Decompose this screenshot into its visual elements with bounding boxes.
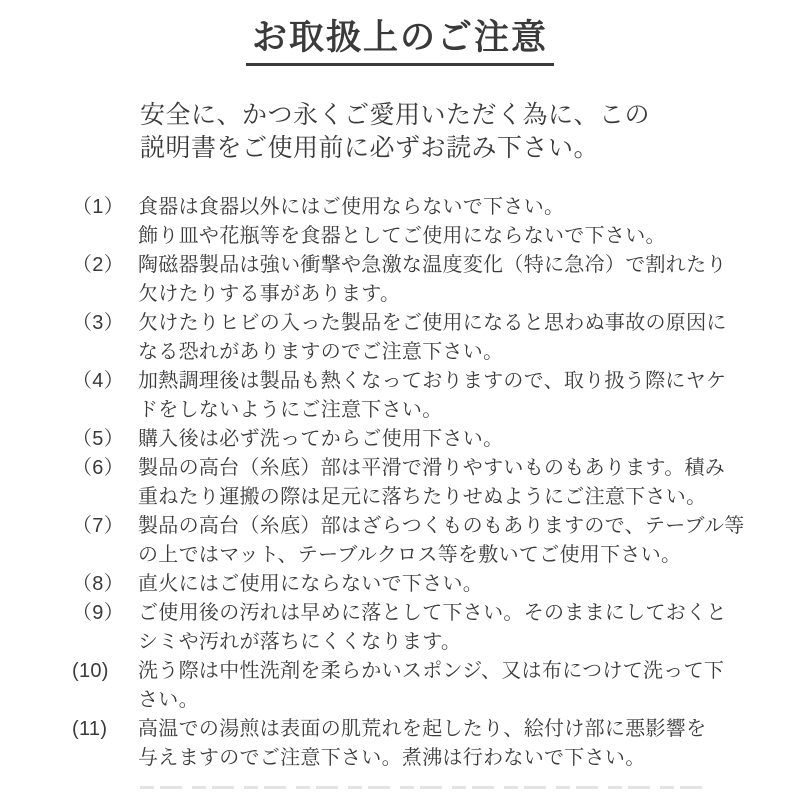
item-text: 陶磁器製品は強い衝撃や急激な温度変化（特に急冷）で割れたり 欠けたりする事があります。 (138, 253, 727, 305)
page-title: お取扱上のご注意 (246, 19, 554, 66)
item-text: 製品の高台（糸底）部は平滑で滑りやすいものもあります。積み 重ねたり運搬の際は足元に落ちたりせぬようにご注意下さい。 (138, 456, 726, 508)
item-text: 直火にはご使用にならないで下さい。 (138, 572, 484, 595)
list-item (0, 599, 800, 657)
item-text: ご使用後の汚れは早めに落として下さい。そのままにしておくと シミや汚れが落ちにくくなります。 (138, 601, 727, 653)
item-number: （3） (72, 311, 125, 334)
list-item (0, 454, 800, 512)
list-item (0, 715, 800, 773)
item-number: （5） (72, 427, 125, 450)
item-text: 食器は食器以外にはご使用ならないで下さい。 飾り皿や花瓶等を食器としてご使用にならないで下さい。 (138, 195, 666, 247)
item-number: （9） (72, 601, 125, 624)
item-number: （1） (72, 195, 125, 218)
title-container (0, 19, 800, 66)
item-number: （2） (72, 253, 125, 276)
intro-line-2: 説明書をご使用前に必ずお読み下さい。 (140, 133, 600, 162)
cropped-next-line-sliver (140, 786, 705, 789)
list-item (0, 512, 800, 570)
list-item (0, 251, 800, 309)
list-item (0, 367, 800, 425)
item-number: （8） (72, 572, 125, 595)
list-item (0, 570, 800, 599)
item-text: 購入後は必ず洗ってからご使用下さい。 (138, 427, 504, 450)
item-text: 洗う際は中性洗剤を柔らかいスポンジ、又は布につけて洗って下 さい。 (138, 659, 725, 711)
list-item (0, 657, 800, 715)
intro-line-1: 安全に、かつ永くご愛用いただく為に、この (140, 100, 651, 129)
item-text: 加熱調理後は製品も熱くなっておりますので、取り扱う際にヤケ ドをしないようにご注意下さい。 (138, 369, 727, 421)
item-number: （7） (72, 514, 125, 537)
item-text: 製品の高台（糸底）部はざらつくものもありますので、テーブル等 の上ではマット、テーブルクロス等を敷いてご使用下さい。 (138, 514, 745, 566)
list-item (0, 425, 800, 454)
intro-text (140, 99, 800, 165)
item-text: 高温での湯煎は表面の肌荒れを起したり、絵付け部に悪影響を 与えますのでご注意下さい。煮沸は行わないで下さい。 (138, 717, 707, 769)
list-item (0, 193, 800, 251)
list-item (0, 309, 800, 367)
precautions-list (0, 193, 800, 773)
item-number: （6） (72, 456, 125, 479)
item-number: (11) (72, 717, 108, 740)
item-number: (10) (72, 659, 109, 682)
item-number: （4） (72, 369, 125, 392)
item-text: 欠けたりヒビの入った製品をご使用になると思わぬ事故の原因に なる恐れがありますのでご注意下さい。 (138, 311, 727, 363)
